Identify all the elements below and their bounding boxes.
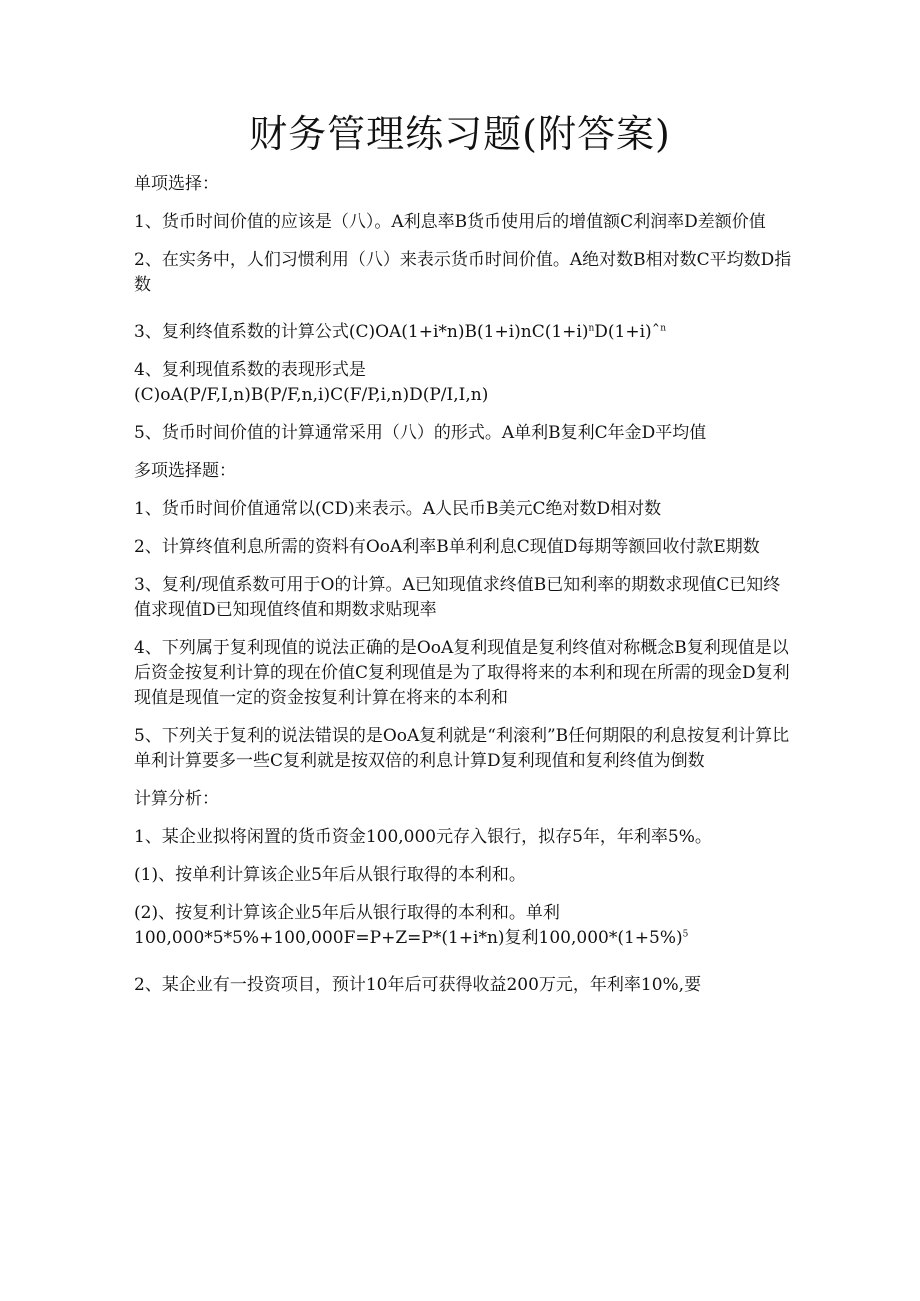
multi-question-3: 3、复利/现值系数可用于O的计算。A已知现值求终值B已知利率的期数求现值C已知终值求现值D已知现值终值和期数求贴现率 bbox=[134, 575, 781, 620]
calc-question-1-part-b-line-2: 100,000*5*5%+100,000F=P+Z=P*(1+i*n)复利100,000*(1+5%) bbox=[134, 928, 683, 948]
multi-question-2: 2、计算终值利息所需的资料有OoA利率B单利利息C现值D每期等额回收付款E期数 bbox=[134, 537, 760, 557]
document-body bbox=[134, 172, 794, 1011]
calc-question-1-part-b-superscript: 5 bbox=[682, 929, 689, 940]
multi-question-1: 1、货币时间价值通常以(CD)来表示。A人民币B美元C绝对数D相对数 bbox=[134, 499, 662, 519]
single-question-4 bbox=[134, 358, 794, 408]
page-title: 财务管理练习题(附答案) bbox=[249, 112, 671, 156]
section-heading-single-choice: 单项选择： bbox=[134, 174, 219, 194]
calc-question-1-part-b-line-1: (2)、按复利计算该企业5年后从银行取得的本利和。单利 bbox=[134, 903, 560, 923]
calc-question-2: 2、某企业有一投资项目，预计10年后可获得收益200万元，年利率10%,要 bbox=[134, 975, 702, 995]
single-question-4-line-1: 4、复利现值系数的表现形式是 bbox=[134, 360, 366, 380]
multi-question-4: 4、下列属于复利现值的说法正确的是OoA复利现值是复利终值对称概念B复利现值是以后资金按复利计算的现在价值C复利现值是为了取得将来的本利和现在所需的现金D复利现值是现值一定的资金按复利计算在将来的本利和 bbox=[134, 638, 790, 708]
single-question-3-superscript-2: n bbox=[660, 323, 666, 334]
single-question-2: 2、在实务中，人们习惯利用（八）来表示货币时间价值。A绝对数B相对数C平均数D指数 bbox=[134, 250, 792, 295]
calc-question-1-part-a: (1)、按单利计算该企业5年后从银行取得的本利和。 bbox=[134, 865, 526, 885]
multi-question-5: 5、下列关于复利的说法错误的是OoA复利就是“利滚利”B任何期限的利息按复利计算比单利计算要多一些C复利就是按双倍的利息计算D复利现值和复利终值为倒数 bbox=[134, 726, 790, 771]
section-heading-calculation: 计算分析： bbox=[134, 789, 219, 809]
single-question-5: 5、货币时间价值的计算通常采用（八）的形式。A单利B复利C年金D平均值 bbox=[134, 423, 707, 443]
single-question-4-line-2: (C)oA(P/F,I,n)B(P/F,n,i)C(F/P,i,n)D(P/I,I,n) bbox=[134, 385, 489, 405]
calc-question-1-part-b bbox=[134, 901, 794, 951]
section-heading-multi-choice: 多项选择题： bbox=[134, 461, 236, 481]
single-question-3-main: 3、复利终值系数的计算公式(C)OA(1+i*n)B(1+i)nC(1+i) bbox=[134, 322, 589, 342]
single-question-3-superscript-1: n bbox=[588, 323, 595, 334]
single-question-3 bbox=[134, 320, 794, 345]
calc-question-1: 1、某企业拟将闲置的货币资金100,000元存入银行，拟存5年，年利率5%。 bbox=[134, 827, 712, 847]
single-question-3-tail: D(1+i)ˆ bbox=[594, 322, 661, 342]
single-question-1: 1、货币时间价值的应该是（八）。A利息率B货币使用后的增值额C利润率D差额价值 bbox=[134, 212, 766, 232]
